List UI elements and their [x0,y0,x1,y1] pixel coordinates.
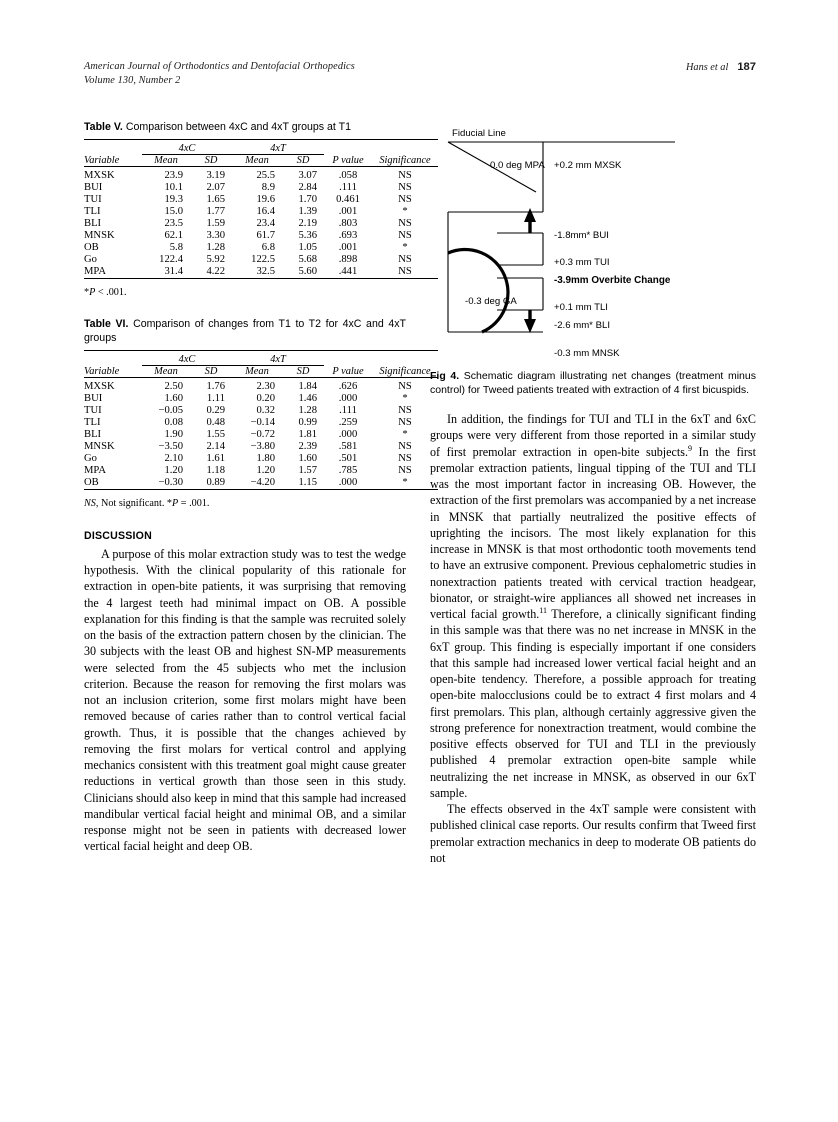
cell-significance: NS [398,169,412,181]
reference-marker-11: 11 [539,606,547,616]
table-row [84,417,438,429]
table-v-col-variable: Variable [84,154,120,166]
cell-pvalue: .441 [338,265,358,277]
table-v-footnote-value: < .001. [95,286,127,298]
table-vi-group-4xt: 4xT [232,354,324,366]
cell-mean-t: −0.14 [250,416,275,428]
table-row [84,218,438,230]
cell-sd-c: 0.29 [206,404,225,416]
cell-significance: NS [398,193,412,205]
figure-label-tui: +0.3 mm TUI [554,257,610,268]
table-vi-col-sd-c: SD [204,365,218,377]
cell-mean-c: 2.50 [164,380,183,392]
discussion-paragraph-1: A purpose of this molar extraction study was to test the wedge hypothesis. With the clinical popularity of this rationale for extraction in open-bite patients, it was surprising that removing the 4 largest teeth had minimal impact on OB. A possible explanation for this finding is that the sample was recruited solely on the basis of the extraction pattern chosen by the clinician. The 30 subjects with the least OB and highest SN-MP measurements were selected from the 45 subjects who met the inclusion criterion. Because the reason for removing the first molars was not an inclusion criterion, some first molars might have been removed because of caries rather than to control vertical facial growth. Thus, it is possible that the changes achieved by removing the first molars for vertical control and applying mechanics consistent with this treatment goal might cause greater reductions in vertical growth than those seen in this study. Clinicians should also keep in mind that this sample had increased mandibular vertical facial height and minimal OB, and a similar response might not be seen in patients with decreased lower vertical facial height and deep OB. [84,546,406,854]
right-column-paragraph-1 [430,411,756,801]
table-vi-caption-text: Comparison of changes from T1 to T2 for 4xC and 4xT groups [84,317,406,345]
cell-pvalue: .501 [338,452,358,464]
cell-sd-c: 1.11 [206,392,225,404]
cell-sd-t: 3.07 [298,169,317,181]
table-v-caption-text: Comparison between 4xC and 4xT groups at T1 [125,121,351,133]
table-v-caption [84,120,406,135]
cell-sd-c: 2.14 [206,440,225,452]
cell-pvalue: .000 [338,392,358,404]
cell-sd-t: 1.39 [298,205,317,217]
cell-mean-t: 8.9 [261,181,275,193]
cell-pvalue: .785 [338,464,358,476]
cell-mean-t: 6.8 [261,241,275,253]
table-v-bottom-rule [84,278,438,282]
cell-significance: * [402,241,408,253]
cell-significance: NS [398,217,412,229]
cell-mean-c: 5.8 [169,241,183,253]
cell-pvalue: .693 [338,229,358,241]
cell-variable: OB [84,241,99,253]
table-vi-label: Table VI. [84,317,129,330]
cell-significance: * [402,205,408,217]
cell-sd-c: 3.30 [206,229,225,241]
table-vi-footnote-p: P [172,497,179,509]
cell-variable: MPA [84,265,106,277]
cell-significance: * [402,428,408,440]
cell-variable: MXSK [84,169,115,181]
cell-mean-t: 23.4 [256,217,275,229]
cell-sd-t: 1.57 [298,464,317,476]
figure-4-number: Fig 4. [430,370,460,382]
table-v-col-mean-c: Mean [154,154,178,166]
cell-significance: * [402,392,408,404]
journal-volume-line: Volume 130, Number 2 [84,75,181,86]
cell-mean-t: 19.6 [256,193,275,205]
figure-4-diagram [430,120,756,370]
cell-significance: NS [398,181,412,193]
table-v-footnote-p: P [89,286,96,298]
cell-mean-t: −4.20 [250,476,275,488]
paragraph-1-part-c: Therefore, a clinically significant finding in this sample was that there was no net increase in MNSK in the 6xT group. This finding is especially important if one considers that this sample had increased lower vertical facial height and an open-bite tendency. Therefore, a possible approach for treating open-bite malocclusions could be to extract 4 first molars and 4 first premolars. This plan, although certainly aggressive given the strong preference for nonextraction treatment, would combine the positive effects observed for TUI and TLI in the previously published 4 premolar extraction open-bite sample while neutralizing the net increase in MNSK, as observed in our 6xT sample. [430,607,756,800]
cell-sd-c: 1.59 [206,217,225,229]
cell-significance: NS [398,380,412,392]
table-v-group-header-row [84,143,438,155]
cell-mean-t: 0.32 [256,404,275,416]
cell-mean-c: −3.50 [158,440,183,452]
cell-mean-t: 0.20 [256,392,275,404]
figure-label-overbite-change: -3.9mm Overbite Change [554,275,671,286]
cell-variable: BUI [84,392,103,404]
cell-variable: TLI [84,416,101,428]
paragraph-1-part-a: In addition, the findings for TUI and TLI in the 6xT and 6xC groups were very different from those reported in a similar study of first premolar extraction in open-bite subjects. [430,412,756,459]
cell-mean-c: −0.05 [158,404,183,416]
cell-mean-t: 25.5 [256,169,275,181]
cell-mean-c: 23.9 [164,169,183,181]
cell-pvalue: .581 [338,440,358,452]
table-vi [84,350,438,493]
gonial-angle-arc [448,250,508,332]
cell-sd-t: 1.60 [298,452,317,464]
cell-variable: BLI [84,217,102,229]
table-row [84,170,438,182]
table-v-block [84,120,431,298]
table-v-group-4xt: 4xT [232,143,324,155]
reference-marker-9: 9 [687,443,692,453]
table-vi-group-4xc: 4xC [142,354,232,366]
table-vi-block [84,317,431,509]
table-row [84,194,438,206]
cell-sd-c: 3.19 [206,169,225,181]
table-row [84,465,438,477]
figure-label-fiducial-line: Fiducial Line [452,128,506,139]
cell-sd-c: 1.65 [206,193,225,205]
cell-significance: * [402,476,408,488]
figure-4-caption [430,370,756,397]
cell-sd-c: 1.76 [206,380,225,392]
cell-mean-t: 122.5 [251,253,275,265]
cell-mean-c: 1.20 [164,464,183,476]
cell-variable: Go [84,253,97,265]
cell-sd-t: 2.39 [298,440,317,452]
figure-label-tli: +0.1 mm TLI [554,302,608,313]
cell-sd-t: 5.60 [298,265,317,277]
table-row [84,381,438,393]
figure-4-caption-text: Schematic diagram illustrating net changes (treatment minus control) for Tweed patients treated with extraction of 4 first bicuspids. [430,370,756,396]
cell-sd-t: 1.05 [298,241,317,253]
cell-pvalue: 0.461 [336,193,360,205]
cell-mean-t: 61.7 [256,229,275,241]
cell-sd-t: 1.84 [298,380,317,392]
cell-pvalue: .001 [338,241,358,253]
table-v-col-mean-t: Mean [245,154,269,166]
cell-variable: Go [84,452,97,464]
cell-sd-c: 2.07 [206,181,225,193]
cell-pvalue: .803 [338,217,358,229]
cell-variable: MNSK [84,440,115,452]
cell-variable: TUI [84,193,102,205]
running-head-authors-page [686,60,756,75]
cell-mean-t: −3.80 [250,440,275,452]
cell-mean-c: 31.4 [164,265,183,277]
table-row [84,230,438,242]
running-head-journal [84,60,355,88]
table-v [84,139,438,282]
table-v-footnote-mark: * [84,286,90,298]
table-row [84,182,438,194]
cell-variable: TLI [84,205,101,217]
cell-sd-c: 1.61 [206,452,225,464]
cell-mean-c: 1.90 [164,428,183,440]
table-v-label: Table V. [84,121,123,133]
cell-mean-c: 0.08 [164,416,183,428]
cell-significance: NS [398,452,412,464]
running-head-authors: Hans et al [685,62,729,73]
cell-sd-t: 1.70 [298,193,317,205]
figure-label-bli: -2.6 mm* BLI [554,320,610,331]
table-v-footnote [84,287,406,298]
cell-mean-c: 15.0 [164,205,183,217]
cell-sd-c: 1.28 [206,241,225,253]
table-vi-col-mean-t: Mean [245,365,269,377]
page-number: 187 [737,61,756,73]
table-v-group-4xc: 4xC [142,143,232,155]
left-column [84,120,431,855]
right-column-paragraph-2: The effects observed in the 4xT sample were consistent with published clinical case reports. Our results confirm that Tweed first premolar extraction mechanics in deep to moderate OB patients do not [430,802,756,865]
cell-sd-t: 5.36 [298,229,317,241]
cell-pvalue: .000 [338,476,358,488]
cell-variable: BUI [84,181,103,193]
cell-mean-c: 62.1 [164,229,183,241]
cell-mean-c: 1.60 [164,392,183,404]
figure-4 [430,120,756,370]
table-v-header-row [84,154,438,166]
table-vi-header-row [84,365,438,377]
cell-sd-t: 2.84 [298,181,317,193]
right-column [430,120,756,866]
table-row [84,429,438,441]
table-row [84,393,438,405]
cell-variable: MXSK [84,380,115,392]
table-v-col-significance: Significance [379,154,431,166]
cell-sd-c: 0.89 [206,476,225,488]
cell-mean-t: 2.30 [256,380,275,392]
journal-title-line: American Journal of Orthodontics and Dentofacial Orthopedics [84,61,355,72]
table-row [84,242,438,254]
cell-sd-t: 1.81 [298,428,317,440]
table-vi-col-variable: Variable [84,365,120,377]
running-head [84,60,756,94]
cell-mean-c: 23.5 [164,217,183,229]
cell-pvalue: .001 [338,205,358,217]
bli-down-arrow [524,310,536,333]
cell-sd-t: 2.19 [298,217,317,229]
figure-label-mxsk: +0.2 mm MXSK [554,160,622,171]
cell-pvalue: .626 [338,380,358,392]
cell-mean-c: −0.30 [158,476,183,488]
cell-sd-c: 0.48 [206,416,225,428]
table-row [84,477,438,490]
table-vi-col-mean-c: Mean [154,365,178,377]
table-v-col-sd-t: SD [296,154,310,166]
cell-sd-c: 5.92 [206,253,225,265]
table-row [84,266,438,279]
cell-variable: MNSK [84,229,115,241]
cell-pvalue: .058 [338,169,358,181]
cell-significance: NS [398,464,412,476]
cell-sd-t: 5.68 [298,253,317,265]
cell-mean-c: 19.3 [164,193,183,205]
discussion-section [84,530,406,855]
table-row [84,405,438,417]
cell-sd-t: 0.99 [298,416,317,428]
cell-sd-t: 1.15 [298,476,317,488]
cell-variable: MPA [84,464,106,476]
table-v-col-sd-c: SD [204,154,218,166]
table-vi-col-significance: Significance [379,365,431,377]
figure-label-bui: -1.8mm* BUI [554,230,609,241]
table-row [84,206,438,218]
table-vi-footnote-ns: NS [84,497,96,509]
table-vi-bottom-rule [84,489,438,493]
table-vi-group-header-row [84,354,438,366]
cell-significance: NS [398,416,412,428]
table-vi-footnote-mid: , Not significant. * [95,497,173,509]
paragraph-1-part-b: In the first premolar extraction patients, lingual tipping of the TUI and TLI was the most important factor in increasing OB. However, the extraction of the first premolars was accompanied by a net increase in MNSK that partially neutralized the positive effects of uprighting the incisors. The most likely explanation for this increase in MNSK is that most orthodontic tooth movements tend to have an extrusive component. Previous cephalometric studies in nonextraction patients treated with cervical traction headgear, bionator, or straight-wire appliances all showed net increases in vertical facial growth. [430,444,756,622]
table-vi-col-sd-t: SD [296,365,310,377]
section-heading-discussion: DISCUSSION [84,529,152,542]
cell-pvalue: .898 [338,253,358,265]
cell-sd-t: 1.46 [298,392,317,404]
cell-sd-c: 1.18 [206,464,225,476]
cell-variable: BLI [84,428,102,440]
cell-mean-c: 10.1 [164,181,183,193]
cell-sd-c: 1.77 [206,205,225,217]
figure-label-mnsk: -0.3 mm MNSK [554,348,620,359]
table-vi-caption [84,317,406,346]
table-vi-col-pvalue: P value [332,365,364,377]
cell-significance: NS [398,253,412,265]
table-row [84,453,438,465]
cell-mean-t: 1.20 [256,464,275,476]
table-vi-footnote [84,498,406,509]
cell-mean-c: 2.10 [164,452,183,464]
cell-variable: TUI [84,404,102,416]
cell-sd-t: 1.28 [298,404,317,416]
cell-significance: NS [398,440,412,452]
cell-sd-c: 4.22 [206,265,225,277]
cell-pvalue: .000 [338,428,358,440]
cell-mean-t: 1.80 [256,452,275,464]
cell-pvalue: .111 [339,181,357,193]
table-vi-footnote-end: = .001. [178,497,210,509]
cell-significance: NS [398,404,412,416]
table-v-col-pvalue: P value [332,154,364,166]
cell-significance: NS [398,229,412,241]
cell-significance: NS [398,265,412,277]
cell-pvalue: .259 [338,416,358,428]
cell-sd-c: 1.55 [206,428,225,440]
cell-variable: OB [84,476,99,488]
cell-mean-t: 32.5 [256,265,275,277]
cell-mean-t: 16.4 [256,205,275,217]
table-row [84,254,438,266]
figure-label-mpa: 0.0 deg MPA [490,160,545,171]
figure-label-ga: -0.3 deg GA [465,296,517,307]
table-row [84,441,438,453]
cell-mean-c: 122.4 [159,253,183,265]
cell-mean-t: −0.72 [250,428,275,440]
cell-pvalue: .111 [339,404,357,416]
